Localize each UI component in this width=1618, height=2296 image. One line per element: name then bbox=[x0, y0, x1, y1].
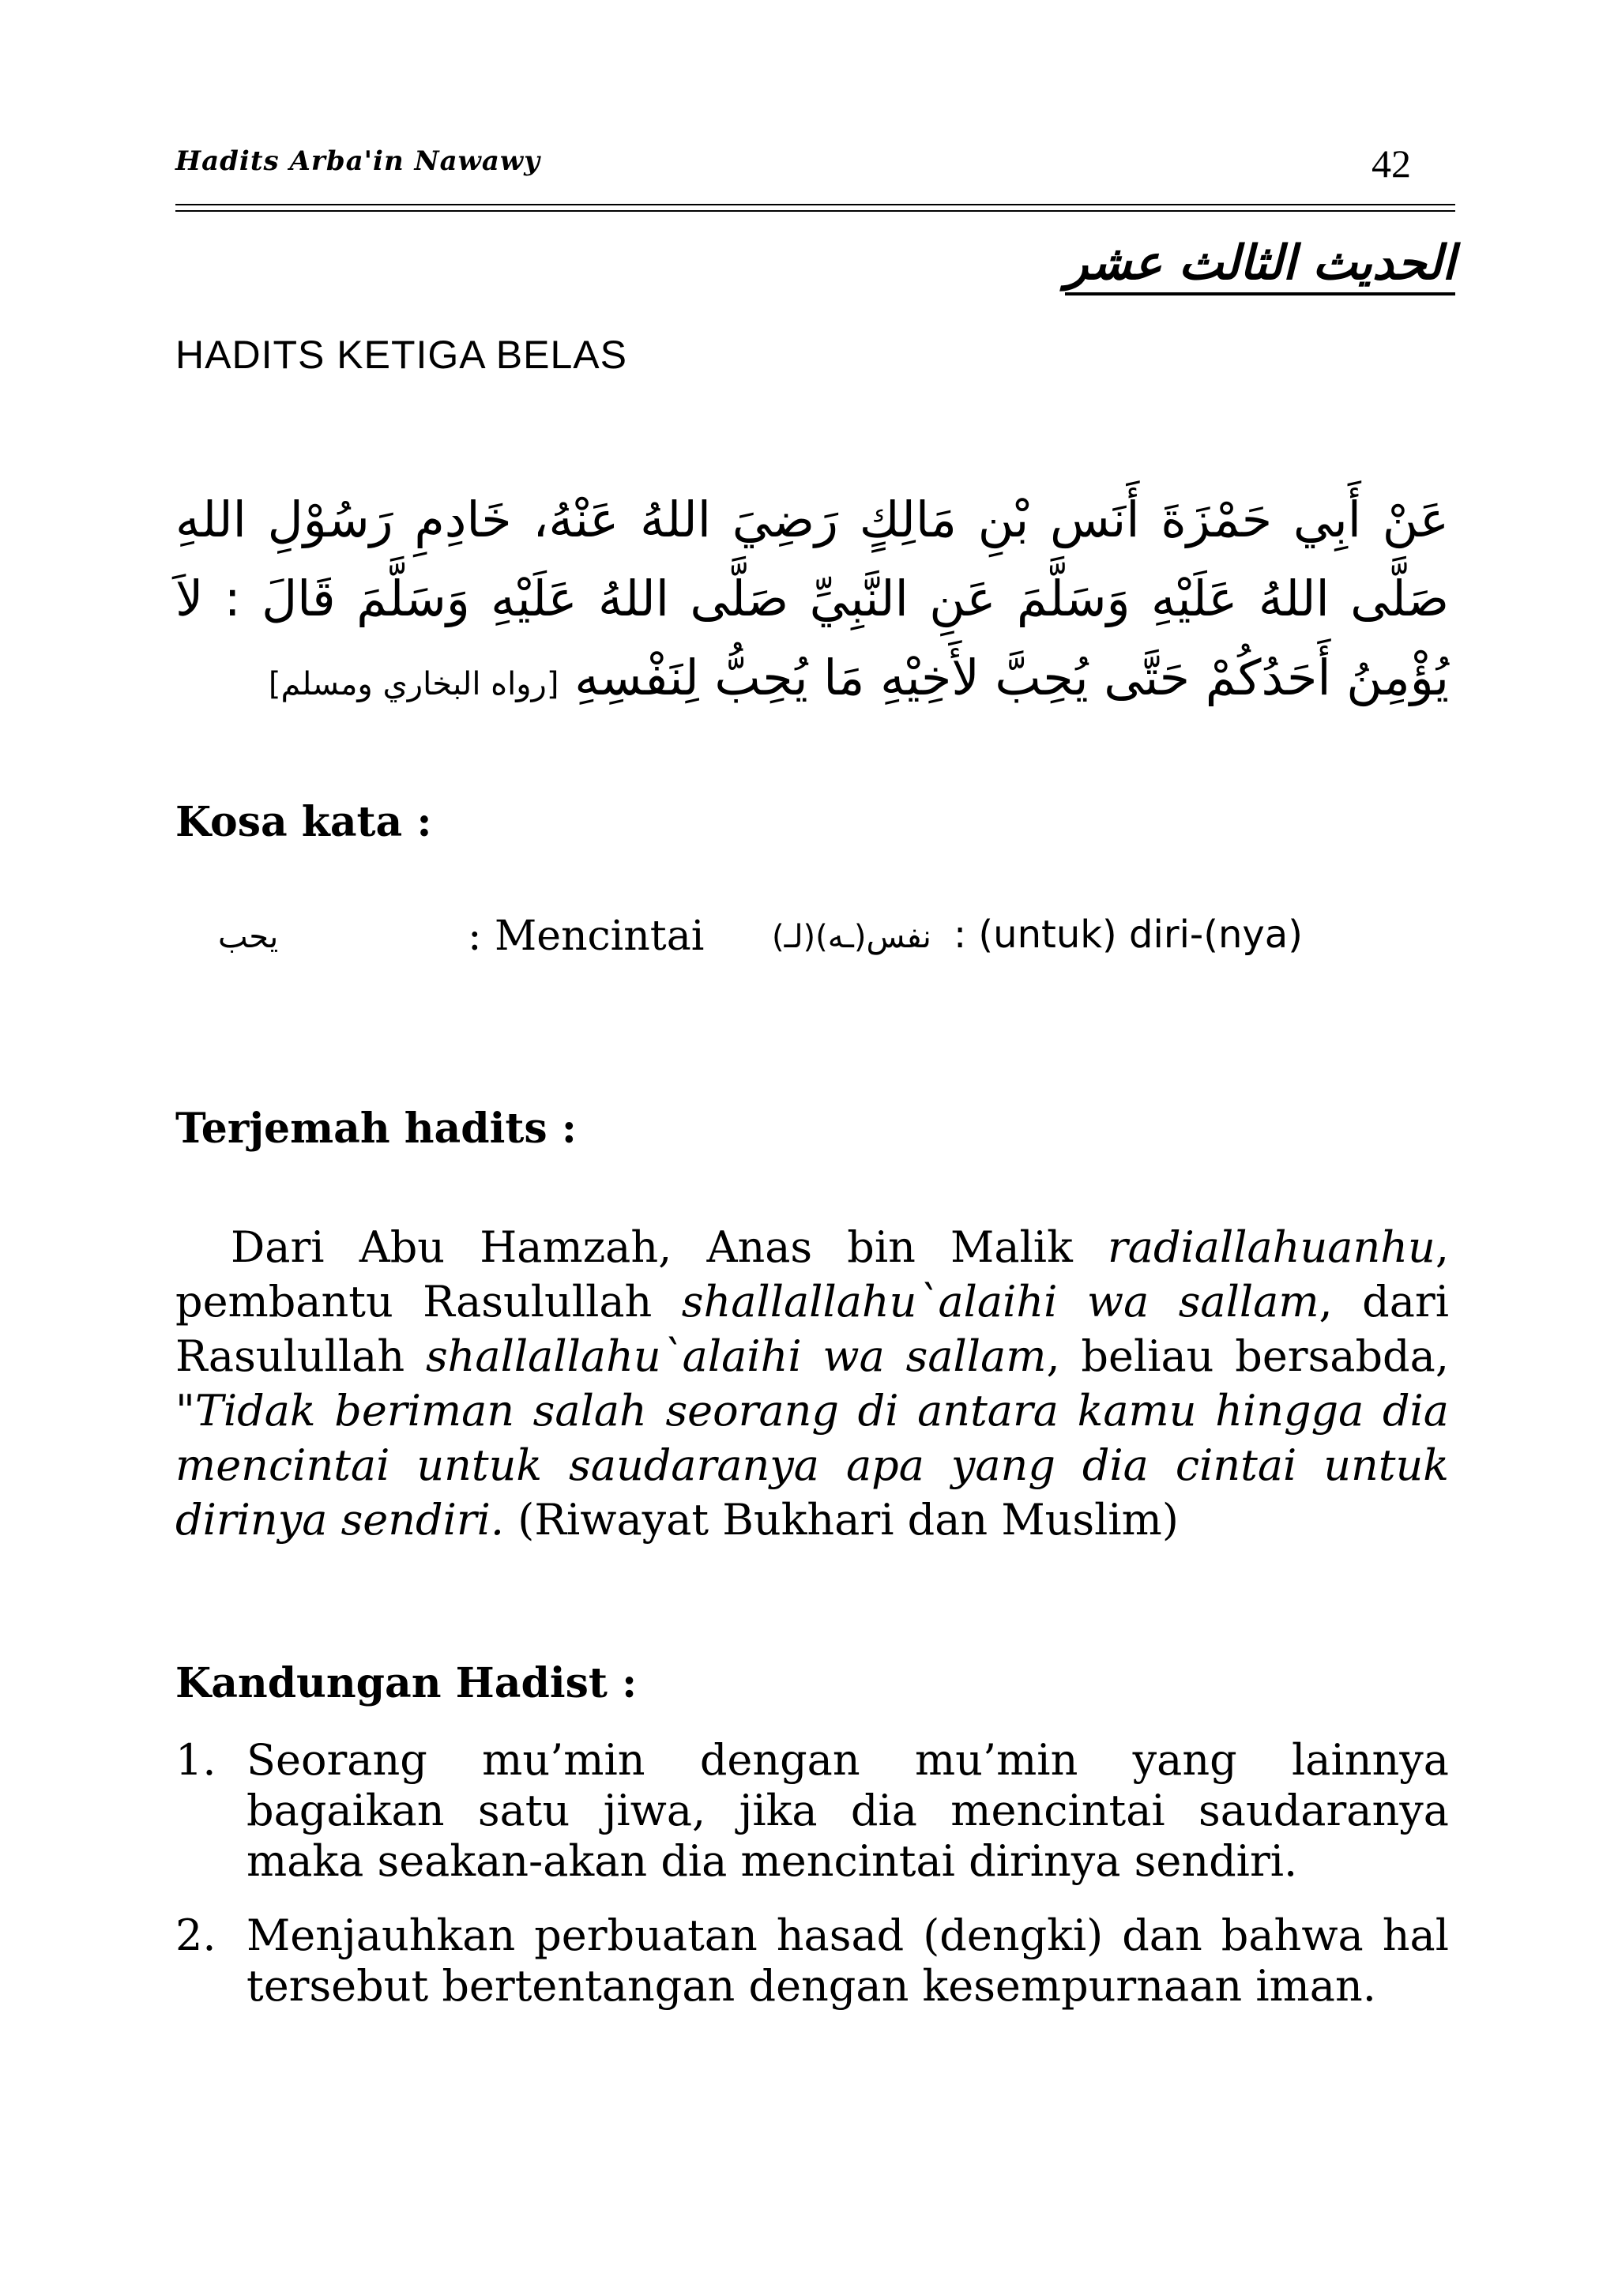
vocab-arabic-2: (لـ)نفس(ـه) bbox=[772, 919, 931, 955]
page-number: 42 bbox=[1372, 141, 1411, 186]
hadith-arabic-text bbox=[175, 480, 1449, 724]
translation-honorific-2: shallallahu`alaihi wa sallam bbox=[681, 1277, 1319, 1327]
translation-heading: Terjemah hadits : bbox=[175, 1105, 577, 1153]
page-header bbox=[175, 141, 1455, 202]
list-item-text: Seorang mu’min dengan mu’min yang lainnya bagaikan satu jiwa, jika dia mencintai saudaranya maka seakan-akan dia mencintai dirinya sendiri. bbox=[246, 1735, 1449, 1886]
translation-text-3: , dari Rasulullah bbox=[175, 1277, 1449, 1381]
translation-text-4: , beliau bersabda, " bbox=[175, 1331, 1449, 1436]
list-item bbox=[175, 1910, 1449, 2012]
list-item-number: 2. bbox=[175, 1910, 216, 1960]
hadith-arabic-body: عَنْ أَبِي حَمْزَةَ أَنَس بْنِ مَالِكٍ رَضِيَ اللهُ عَنْهُ، خَادِمِ رَسُوْلِ اللهِ صَلَّى اللهُ عَلَيْهِ وَسَلَّمَ عَنِ النَّبِيِّ صَلَّى اللهُ عَلَيْهِ وَسَلَّمَ قَالَ : لاَ يُؤْمِنُ أَحَدُكُمْ حَتَّى يُحِبَّ لأَخِيْهِ مَا يُحِبُّ لِنَفْسِهِ bbox=[175, 491, 1449, 706]
running-title: Hadits Arba'in Nawawy bbox=[175, 145, 540, 177]
translation-paragraph bbox=[175, 1220, 1449, 1547]
latin-chapter-title: HADITS KETIGA BELAS bbox=[175, 333, 627, 377]
translation-honorific-1: radiallahuanhu bbox=[1107, 1222, 1436, 1272]
translation-honorific-3: shallallahu`alaihi wa sallam bbox=[425, 1331, 1047, 1381]
list-item-text: Menjauhkan perbuatan hasad (dengki) dan bahwa hal tersebut bertentangan dengan kesempurnaan iman. bbox=[246, 1910, 1449, 2011]
vocabulary-heading: Kosa kata : bbox=[175, 798, 432, 846]
header-rule-bottom bbox=[175, 210, 1455, 212]
header-rule-top bbox=[175, 204, 1455, 205]
vocab-meaning-2: : (untuk) diri-(nya) bbox=[954, 913, 1303, 957]
kandungan-list bbox=[175, 1735, 1449, 2035]
vocab-meaning-1: : Mencintai bbox=[468, 913, 705, 960]
translation-quote: Tidak beriman salah seorang di antara kamu hingga dia mencintai untuk saudaranya apa yang dia cintai untuk dirinya sendiri. bbox=[175, 1386, 1449, 1545]
arabic-chapter-title: الحديث الثالث عشر bbox=[1065, 237, 1455, 295]
list-item bbox=[175, 1735, 1449, 1887]
kandungan-heading: Kandungan Hadist : bbox=[175, 1659, 638, 1707]
vocab-arabic-1: يحب bbox=[218, 919, 279, 955]
list-item-number: 1. bbox=[175, 1735, 216, 1785]
vocabulary-row bbox=[175, 913, 1455, 976]
translation-text-1: Dari Abu Hamzah, Anas bin Malik bbox=[231, 1222, 1108, 1272]
document-page bbox=[175, 0, 1455, 2296]
hadith-arabic-source: [رواه البخاري ومسلم] bbox=[268, 666, 559, 702]
translation-text-2: , pembantu Rasulullah bbox=[175, 1222, 1449, 1327]
translation-text-5: (Riwayat Bukhari dan Muslim) bbox=[504, 1495, 1179, 1545]
